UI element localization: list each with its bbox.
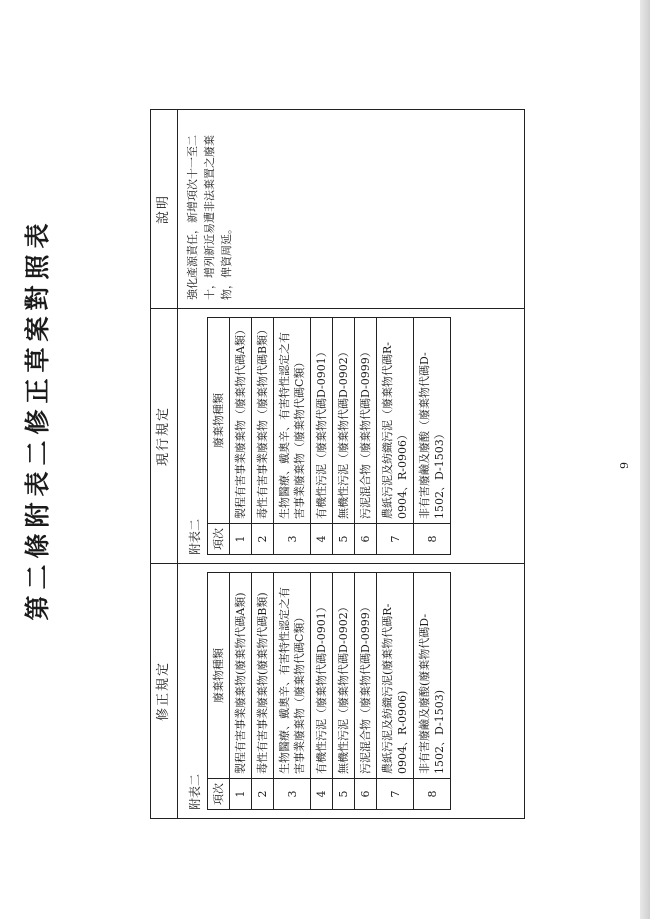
waste-type: 農紙污泥及紡織污泥（廢棄物代碼R-0904、R-0906） [377, 318, 414, 524]
waste-type: 生物醫療、戴奧辛、有害特性認定之有害事業廢棄物（廢棄物代碼C類） [274, 573, 311, 779]
item-number: 2 [252, 524, 274, 555]
item-header: 項次 [208, 524, 230, 555]
item-number: 1 [230, 779, 252, 810]
current-column [151, 308, 524, 563]
current-header: 現行規定 [151, 309, 178, 563]
explanation-header: 說明 [151, 110, 178, 308]
page-title: 第二條附表二修正草案對照表 [23, 217, 52, 621]
explanation-text: 強化產源責任，新增項次十一至二十，增列新近易遭非法棄置之廢棄物，俾資周延。 [186, 135, 233, 300]
item-number: 4 [311, 779, 333, 810]
waste-type: 無機性污泥（廢棄物代碼D-0902） [333, 573, 355, 779]
item-number: 5 [333, 524, 355, 555]
table-row [230, 573, 252, 810]
item-number: 4 [311, 524, 333, 555]
item-number: 2 [252, 779, 274, 810]
item-number: 8 [414, 524, 451, 555]
waste-type: 農紙污泥及紡織污泥(廢棄物代碼R-0904、R-0906) [377, 573, 414, 779]
item-header: 項次 [208, 779, 230, 810]
table-row [355, 318, 377, 555]
waste-type: 非有害廢鹼及廢酸(廢棄物代碼D-1502、D-1503) [414, 573, 451, 779]
table-row [333, 318, 355, 555]
type-header: 廢棄物種類 [208, 318, 230, 524]
item-number: 3 [274, 779, 311, 810]
waste-type: 毒性有害事業廢棄物(廢棄物代碼B類) [252, 573, 274, 779]
item-number: 6 [355, 779, 377, 810]
item-number: 8 [414, 779, 451, 810]
waste-type: 有機性污泥（廢棄物代碼D-0901） [311, 573, 333, 779]
waste-type: 非有害廢鹼及廢酸（廢棄物代碼D-1502、D-1503） [414, 318, 451, 524]
table-row [230, 318, 252, 555]
page-number: 9 [618, 462, 631, 469]
waste-type: 無機性污泥（廢棄物代碼D-0902） [333, 318, 355, 524]
type-header: 廢棄物種類 [208, 573, 230, 779]
waste-type: 有機性污泥（廢棄物代碼D-0901） [311, 318, 333, 524]
table-row [414, 573, 451, 810]
item-number: 3 [274, 524, 311, 555]
table-row [333, 573, 355, 810]
item-number: 7 [377, 524, 414, 555]
table-row [274, 318, 311, 555]
amended-waste-table [207, 572, 451, 810]
current-waste-table [207, 317, 451, 555]
waste-type: 毒性有害事業廢棄物（廢棄物代碼B類） [252, 318, 274, 524]
amended-header: 修正規定 [151, 564, 178, 818]
waste-type: 污泥混合物（廢棄物代碼D-0999） [355, 573, 377, 779]
table-row [311, 318, 333, 555]
table-row [355, 573, 377, 810]
table-row [414, 318, 451, 555]
waste-type: 製程有害事業廢棄物(廢棄物代碼A類) [230, 573, 252, 779]
waste-type: 污泥混合物（廢棄物代碼D-0999） [355, 318, 377, 524]
current-table-label: 附表二 [188, 518, 202, 555]
table-row [274, 573, 311, 810]
waste-type: 生物醫療、戴奧辛、有害特性認定之有害事業廢棄物（廢棄物代碼C類） [274, 318, 311, 524]
explanation-column [151, 110, 524, 308]
item-number: 7 [377, 779, 414, 810]
table-row [252, 573, 274, 810]
table-row [252, 318, 274, 555]
item-number: 1 [230, 524, 252, 555]
amended-table-label: 附表二 [188, 773, 202, 810]
table-row [377, 573, 414, 810]
waste-type: 製程有害事業廢棄物（廢棄物代碼A類） [230, 318, 252, 524]
amended-column [151, 563, 524, 818]
table-row [311, 573, 333, 810]
item-number: 5 [333, 779, 355, 810]
comparison-table [150, 109, 525, 819]
table-row [377, 318, 414, 555]
item-number: 6 [355, 524, 377, 555]
